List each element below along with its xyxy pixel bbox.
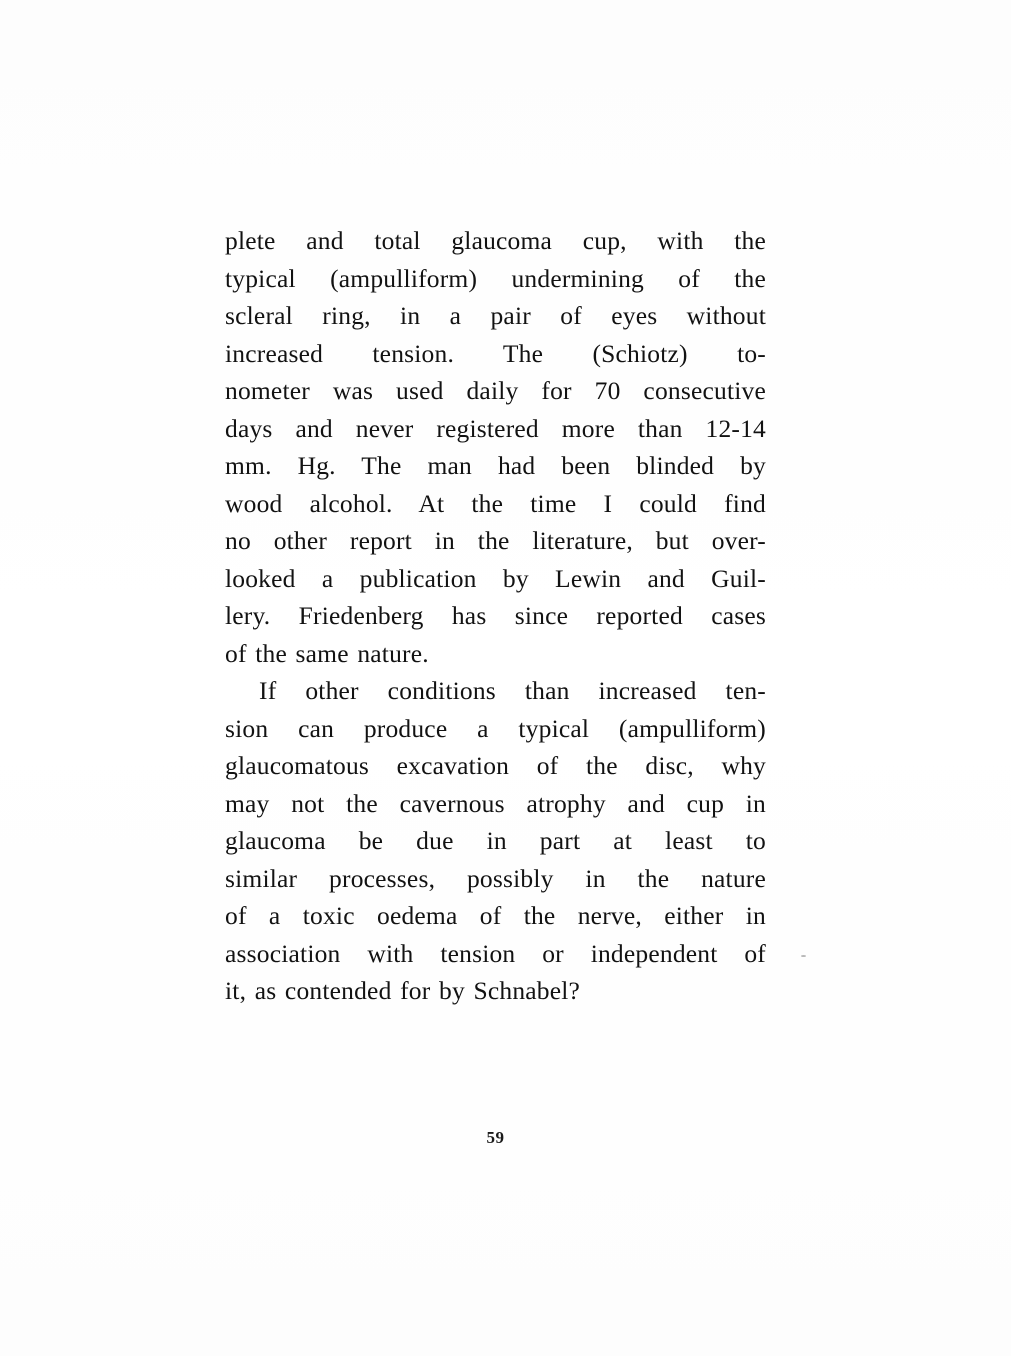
text-line: association with tension or independent of xyxy=(225,938,766,968)
text-line: increased tension. The (Schiotz) to- xyxy=(225,338,766,368)
text-line: similar processes, possibly in the nature xyxy=(225,863,766,893)
scan-artifact xyxy=(801,955,806,957)
text-line: it, as contended for by Schnabel? xyxy=(225,976,581,1005)
paragraph-2 xyxy=(225,672,766,1010)
text-line: glaucoma be due in part at least to xyxy=(225,826,766,855)
text-line: lery. Friedenberg has since reported cases xyxy=(225,601,766,630)
text-line: If other conditions than increased ten- xyxy=(259,676,766,705)
paragraph-1 xyxy=(225,222,766,672)
text-line: wood alcohol. At the time I could find xyxy=(225,488,766,518)
text-line: looked a publication by Lewin and Guil- xyxy=(225,563,766,593)
text-line: no other report in the literature, but over- xyxy=(225,526,766,555)
page-number: 59 xyxy=(486,1128,505,1147)
text-line: of a toxic oedema of the nerve, either in xyxy=(225,901,766,930)
text-line: nometer was used daily for 70 consecutive xyxy=(225,376,766,405)
text-line: may not the cavernous atrophy and cup in xyxy=(225,788,766,818)
text-line: sion can produce a typical (ampulliform) xyxy=(225,713,766,743)
text-line: mm. Hg. The man had been blinded by xyxy=(225,451,766,480)
text-line: plete and total glaucoma cup, with the xyxy=(225,226,766,255)
page-text xyxy=(225,222,766,1010)
text-line: days and never registered more than 12-14 xyxy=(225,413,766,443)
text-line: scleral ring, in a pair of eyes without xyxy=(225,301,766,330)
text-line: glaucomatous excavation of the disc, why xyxy=(225,751,766,780)
text-line: of the same nature. xyxy=(225,638,429,668)
text-line: typical (ampulliform) undermining of the xyxy=(225,263,766,293)
